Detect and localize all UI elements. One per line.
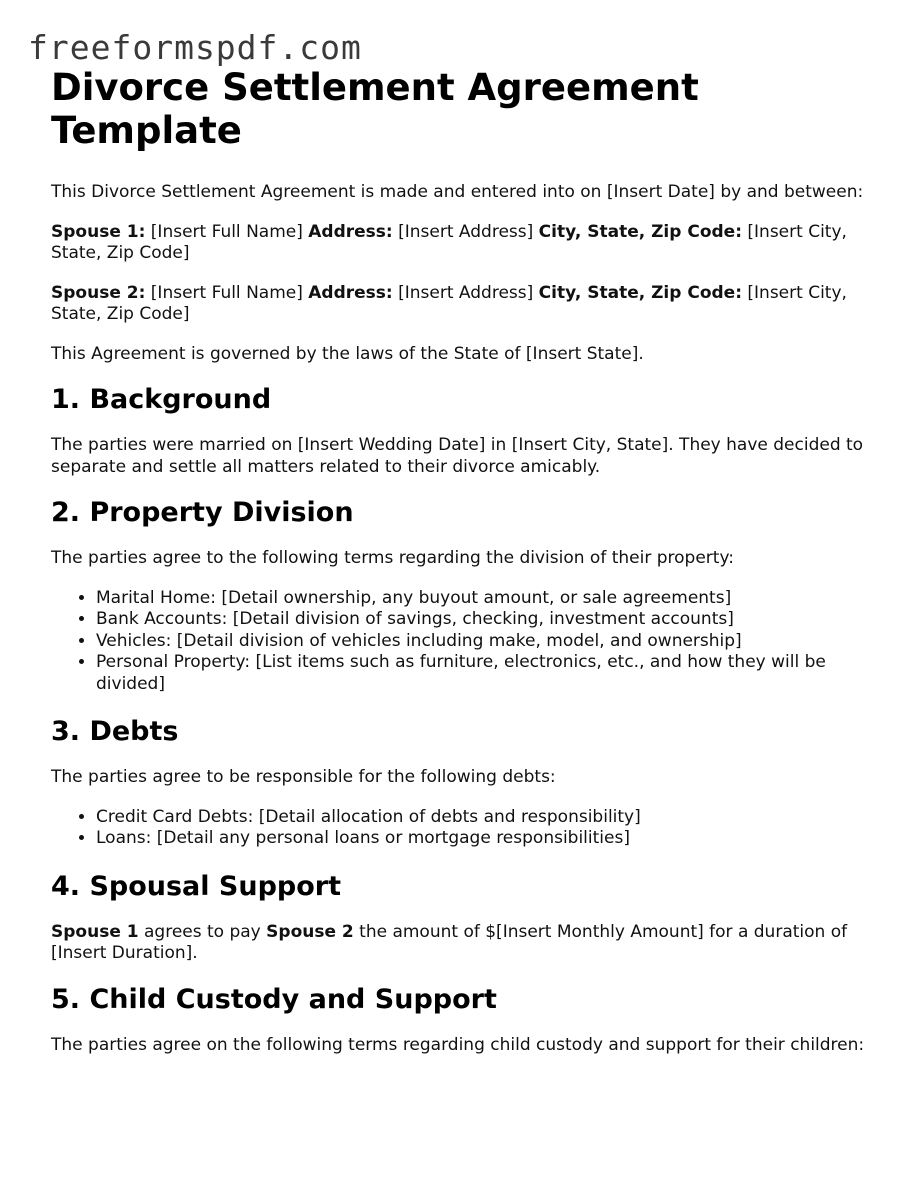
spouse-1-label: Spouse 1: (51, 221, 146, 242)
spouse-2-name: [Insert Full Name] (145, 282, 309, 303)
spouse-1-city: [Insert City, State, Zip Code] (51, 221, 847, 263)
spouse-1-details (51, 222, 881, 265)
document-title: Divorce Settlement Agreement Template (51, 66, 699, 152)
spouse-1-city-label: City, State, Zip Code: (538, 221, 742, 242)
section-property-text: The parties agree to the following terms regarding the division of their property: (51, 548, 734, 568)
spouse-1-name: [Insert Full Name] (145, 221, 309, 242)
spouse-1-address: [Insert Address] (392, 221, 539, 242)
section-spousal-support-heading: 4. Spousal Support (51, 870, 342, 902)
list-item: • Credit Card Debts: [Detail allocation of debts and responsibility] (96, 807, 881, 829)
spouse-2-label: Spouse 2: (51, 282, 146, 303)
list-item: • Bank Accounts: [Detail division of savings, checking, investment accounts] (96, 609, 881, 631)
list-item: • Marital Home: [Detail ownership, any buyout amount, or sale agreements] (96, 588, 881, 610)
section-custody-text: The parties agree on the following terms regarding child custody and support for their children: (51, 1034, 865, 1055)
debts-list (51, 807, 881, 850)
section-background-heading: 1. Background (51, 384, 272, 415)
document-page (51, 66, 881, 1074)
section-debts-heading: 3. Debts (51, 716, 179, 747)
spouse-1-address-label: Address: (308, 221, 393, 242)
spouse-2-details (51, 283, 881, 326)
section-property-heading: 2. Property Division (51, 497, 354, 528)
list-item: • Personal Property: [List items such as furniture, electronics, etc., and how they will be divided] (96, 652, 881, 695)
section-spousal-support-text (51, 922, 881, 965)
support-payee: Spouse 2 (266, 921, 354, 942)
list-item: • Vehicles: [Detail division of vehicles including make, model, and ownership] (96, 631, 881, 653)
spouse-2-address-label: Address: (308, 282, 393, 303)
intro-paragraph: This Divorce Settlement Agreement is made and entered into on [Insert Date] by and between: (51, 182, 864, 202)
spouse-2-city: [Insert City, State, Zip Code] (51, 282, 847, 324)
governing-law-paragraph: This Agreement is governed by the laws of the State of [Insert State]. (51, 343, 644, 364)
section-background-text: The parties were married on [Insert Wedding Date] in [Insert City, State]. They have decided to separate and settle all matters related to their divorce amicably. (51, 435, 864, 477)
support-payer: Spouse 1 (51, 921, 139, 942)
watermark: freeformspdf.com (28, 28, 362, 67)
property-list (51, 588, 881, 696)
spouse-2-address: [Insert Address] (392, 282, 539, 303)
support-text-b: the amount of $[Insert Monthly Amount] for a duration of [Insert Duration]. (51, 921, 848, 963)
spouse-2-city-label: City, State, Zip Code: (538, 282, 742, 303)
list-item: • Loans: [Detail any personal loans or mortgage responsibilities] (96, 828, 881, 850)
section-debts-text: The parties agree to be responsible for the following debts: (51, 767, 556, 787)
support-text-a: agrees to pay (138, 921, 267, 942)
section-custody-heading: 5. Child Custody and Support (51, 983, 497, 1015)
